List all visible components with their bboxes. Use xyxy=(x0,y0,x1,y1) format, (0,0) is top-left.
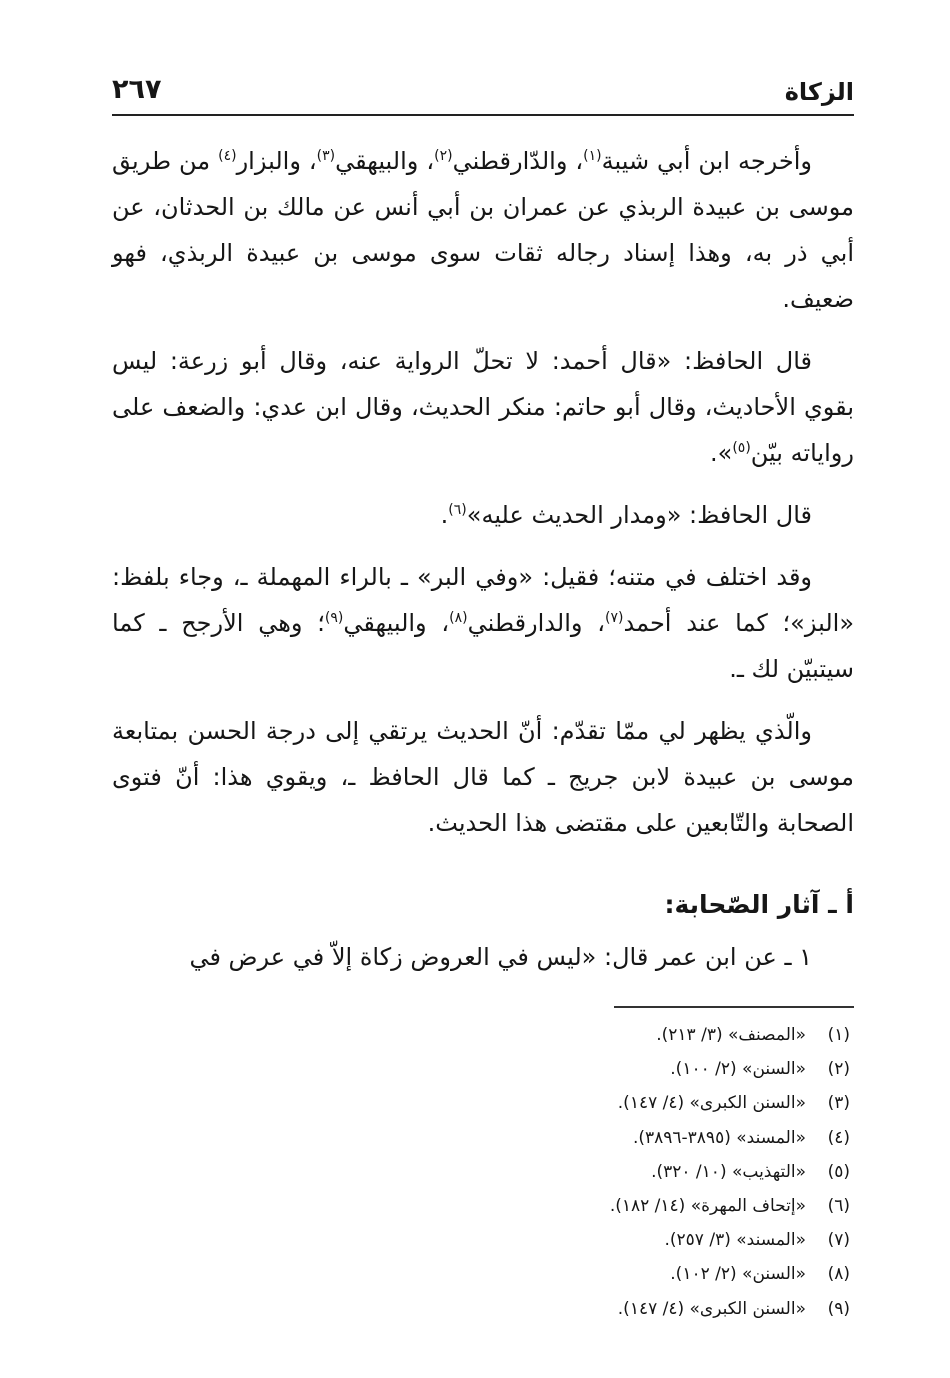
footnote-ref-9: (٩) xyxy=(324,610,344,626)
footnote-ref-7: (٧) xyxy=(605,610,624,626)
main-text xyxy=(112,138,854,980)
paragraph-text: ، والبزار xyxy=(236,147,317,175)
chapter-title: الزكاة xyxy=(784,78,854,106)
footnote-divider xyxy=(614,1006,854,1008)
footnote-text: «السنن» (٢/ ١٠٠). xyxy=(670,1059,806,1080)
footnote-number: (٩) xyxy=(827,1298,850,1319)
paragraph-text: ؛ وهي الأرجح ـ كما سيتبيّن لك ـ. xyxy=(112,609,854,683)
footnote-ref-6: (٦) xyxy=(448,502,467,518)
footnote-text: «السنن الكبرى» (٤/ ١٤٧). xyxy=(617,1298,806,1319)
footnote-text: «إتحاف المهرة» (١٤/ ١٨٢). xyxy=(609,1196,806,1217)
footnotes-list xyxy=(112,1018,854,1326)
page-header xyxy=(112,70,854,116)
footnote-number: (٦) xyxy=(827,1196,850,1217)
section-heading: أ ـ آثار الصّحابة: xyxy=(664,890,854,919)
list-item-1: ١ ـ عن ابن عمر قال: «ليس في العروض زكاة إلاّ في عرض في xyxy=(189,943,812,971)
footnote-item xyxy=(112,1223,854,1257)
footnote-ref-8: (٨) xyxy=(449,610,468,626)
footnote-ref-1: (١) xyxy=(583,148,602,164)
paragraph-3 xyxy=(112,492,854,538)
footnote-number: (١) xyxy=(827,1025,850,1045)
footnote-number: (٨) xyxy=(827,1264,850,1285)
paragraph-text: ، والدّارقطني xyxy=(452,147,584,175)
paragraph-5: والّذي يظهر لي ممّا تقدّم: أنّ الحديث يرتقي إلى درجة الحسن بمتابعة موسى بن عبيدة لابن جريج ـ كما قال الحافظ ـ، ويقوي هذا: أنّ فتوى الصحابة والتّابعين على مقتضى هذا الحديث. xyxy=(112,717,854,837)
paragraph-text: ، والبيهقي xyxy=(343,609,450,637)
footnote-text: «المسند» (٣٨٩٥-٣٨٩٦). xyxy=(632,1127,806,1148)
page-number: ٢٦٧ xyxy=(112,74,162,105)
footnote-ref-5: (٥) xyxy=(732,440,751,456)
footnote-item xyxy=(112,1292,854,1326)
footnote-item xyxy=(112,1018,854,1052)
paragraph-1 xyxy=(112,138,854,322)
footnote-item xyxy=(112,1086,854,1120)
footnote-text: «المسند» (٣/ ٢٥٧). xyxy=(664,1230,806,1251)
paragraph-text: ، والدارقطني xyxy=(467,609,605,637)
footnote-item xyxy=(112,1189,854,1223)
footnote-ref-4: (٤) xyxy=(218,148,237,164)
footnote-item xyxy=(112,1155,854,1189)
footnote-number: (٣) xyxy=(827,1093,850,1114)
footnote-text: «السنن» (٢/ ١٠٢). xyxy=(670,1264,806,1285)
paragraph-2 xyxy=(112,338,854,476)
paragraph-text: وقد اختلف في متنه؛ فقيل: «وفي البر» ـ بالراء المهملة ـ، وجاء بلفظ: «البز»؛ كما عند أحمد xyxy=(112,563,855,637)
footnote-item xyxy=(112,1052,854,1086)
paragraph-text: قال الحافظ: «ومدار الحديث عليه» xyxy=(466,501,812,529)
footnote-text: «المصنف» (٣/ ٢١٣). xyxy=(656,1025,806,1045)
paragraph-text: . xyxy=(440,501,449,529)
footnote-number: (٢) xyxy=(827,1059,850,1080)
paragraph-text: ، والبيهقي xyxy=(335,147,435,175)
footnote-text: «السنن الكبرى» (٤/ ١٤٧). xyxy=(617,1093,806,1114)
footnote-item xyxy=(112,1257,854,1291)
footnote-number: (٤) xyxy=(827,1127,850,1148)
paragraph-text: من طريق موسى بن عبيدة الربذي عن عمران بن أبي أنس عن مالك بن الحدثان، عن أبي ذر به، وهذا إسناد رجاله ثقات سوى موسى بن عبيدة الربذي، فهو ضعيف. xyxy=(112,147,854,313)
paragraph-text: قال الحافظ: «قال أحمد: لا تحلّ الرواية عنه، وقال أبو زرعة: ليس بقوي الأحاديث، وقال أبو حاتم: منكر الحديث، وقال ابن عدي: والضعف على رواياته بيّن xyxy=(112,347,854,467)
footnote-number: (٥) xyxy=(827,1161,850,1182)
footnote-ref-3: (٣) xyxy=(316,148,336,164)
footnote-item xyxy=(112,1121,854,1155)
footnote-ref-2: (٢) xyxy=(434,148,453,164)
footnote-text: «التهذيب» (١٠/ ٣٢٠). xyxy=(651,1161,806,1182)
paragraph-text: ». xyxy=(710,439,733,467)
book-page xyxy=(112,70,854,1326)
paragraph-text: وأخرجه ابن أبي شيبة xyxy=(601,147,813,175)
paragraph-4 xyxy=(112,554,854,692)
footnote-number: (٧) xyxy=(827,1230,850,1251)
